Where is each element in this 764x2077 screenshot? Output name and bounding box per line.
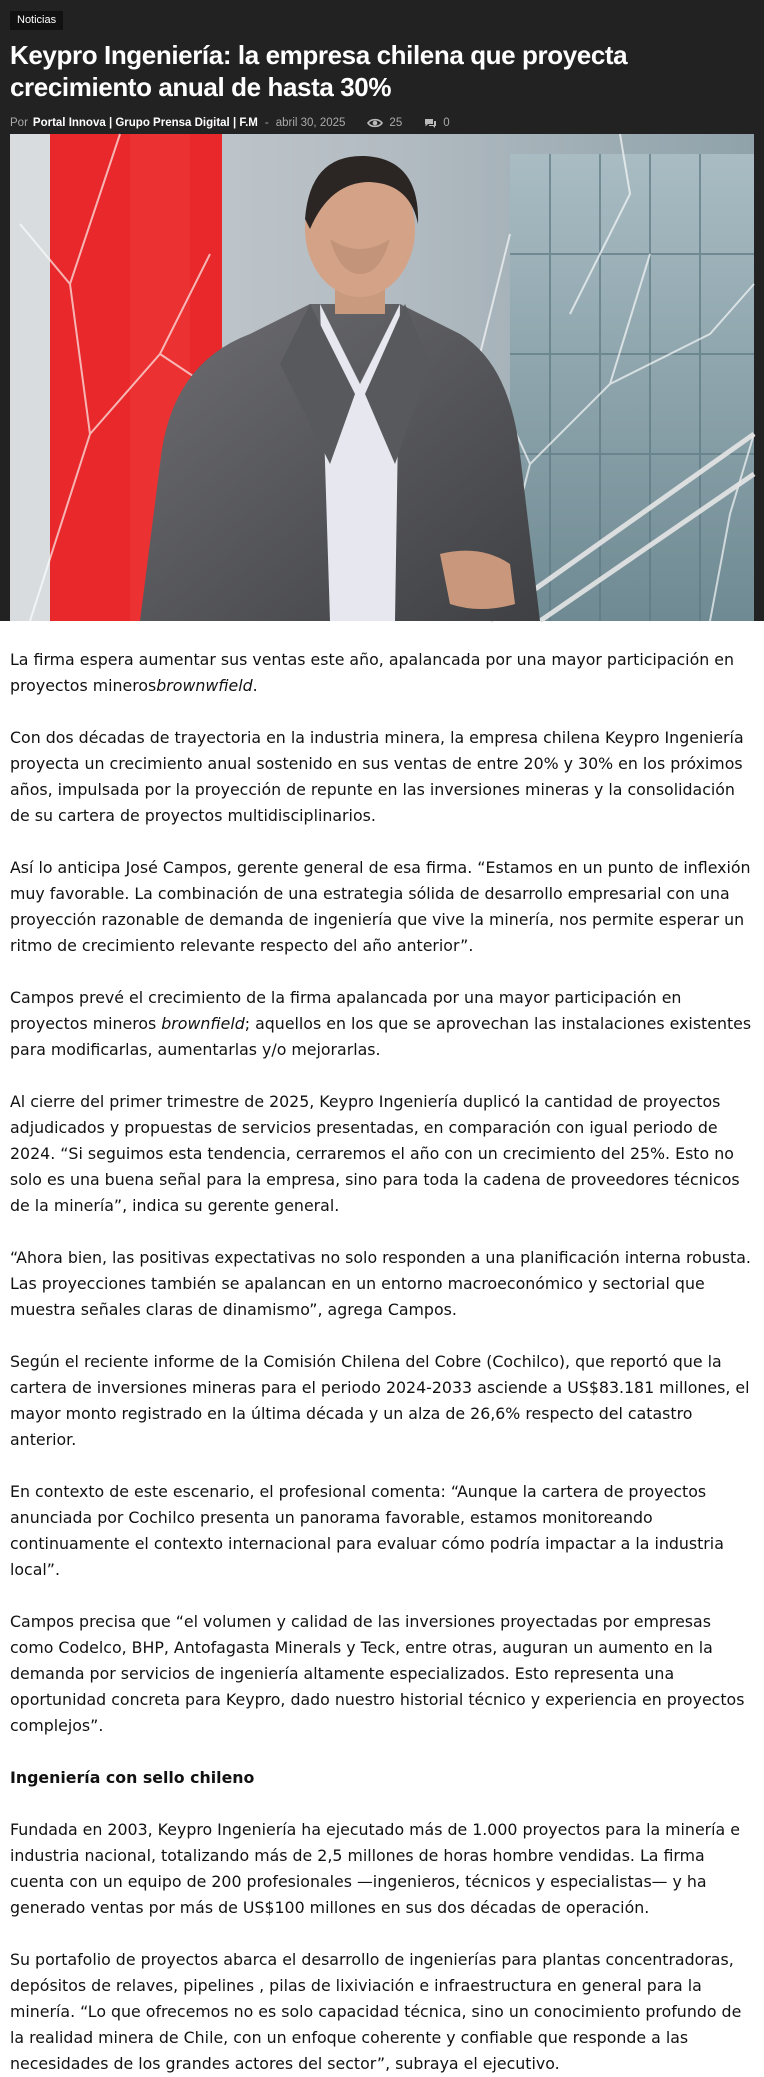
paragraph-9: Campos precisa que “el volumen y calidad de las inversiones proyectadas por empresas como Codelco, BHP, Antofagasta Minerals y Teck, entre otras, auguran un aumento en la demanda por servicios de ingeniería altamente especializados. Esto representa una oportunidad concreta para Keypro, dado nuestro historial técnico y experiencia en proyectos complejos”. bbox=[10, 1612, 745, 1735]
meta-separator: - bbox=[264, 117, 269, 130]
paragraph-2: Con dos décadas de trayectoria en la industria minera, la empresa chilena Keypro Ingeniería proyecta un crecimiento anual sostenido en sus ventas de entre 20% y 30% en los próximos años, impulsada por la proyección de repunte en las inversiones mineras y la consolidación de su cartera de proyectos multidisciplinarios. bbox=[10, 728, 744, 825]
section-subheading: Ingeniería con sello chileno bbox=[10, 1768, 255, 1787]
publish-date: abril 30, 2025 bbox=[275, 117, 346, 130]
brownfield-emphasis: brownfield bbox=[161, 1014, 245, 1033]
paragraph-3: Así lo anticipa José Campos, gerente general de esa firma. “Estamos en un punto de inflexión muy favorable. La combinación de una estrategia sólida de desarrollo empresarial con una proyección razonable de demanda de ingeniería que vive la minería, nos permite esperar un ritmo de crecimiento relevante respecto del año anterior”. bbox=[10, 858, 751, 955]
paragraph-4: Campos prevé el crecimiento de la firma apalancada por una mayor participación en proyectos mineros brownfield; aquellos en los que se aprovechan las instalaciones existentes para modificarlas, aumentarlas y/o mejorarlas. bbox=[10, 988, 752, 1059]
portrait-photo bbox=[10, 134, 754, 621]
lead-emphasis: brownwfield bbox=[156, 676, 253, 695]
paragraph-7: Según el reciente informe de la Comisión Chilena del Cobre (Cochilco), que reportó que la cartera de inversiones mineras para el periodo 2024-2033 asciende a US$83.181 millones, el mayor monto registrado en la última década y un alza de 26,6% respecto del catastro anterior. bbox=[10, 1352, 750, 1449]
paragraph-5: Al cierre del primer trimestre de 2025, Keypro Ingeniería duplicó la cantidad de proyectos adjudicados y propuestas de servicios presentadas, en comparación con igual periodo de 2024. “Si seguimos esta tendencia, cerraremos el año con un crecimiento del 25%. Esto no solo es una buena señal para la empresa, sino para toda la cadena de proveedores técnicos de la minería”, indica su gerente general. bbox=[10, 1092, 740, 1215]
category-badge[interactable]: Noticias bbox=[10, 11, 63, 30]
article-title: Keypro Ingeniería: la empresa chilena que proyecta crecimiento anual de hasta 30% bbox=[10, 40, 628, 103]
lead-paragraph: La firma espera aumentar sus ventas este año, apalancada por una mayor participación en proyectos minerosbrownwfield. bbox=[10, 650, 734, 695]
paragraph-8: En contexto de este escenario, el profesional comenta: “Aunque la cartera de proyectos anunciada por Cochilco presenta un panorama favorable, estamos monitoreando continuamente el contexto internacional para evaluar cómo podría impactar a la industria local”. bbox=[10, 1482, 724, 1579]
by-label: Por bbox=[10, 117, 28, 130]
paragraph-10: Fundada en 2003, Keypro Ingeniería ha ejecutado más de 1.000 proyectos para la minería e industria nacional, totalizando más de 2,5 millones de horas hombre vendidas. La firma cuenta con un equipo de 200 profesionales —ingenieros, técnicos y especialistas— y ha generado ventas por más de US$100 millones en sus dos décadas de operación. bbox=[10, 1820, 740, 1917]
article-header bbox=[0, 0, 764, 621]
article-meta bbox=[10, 115, 754, 131]
author-link[interactable]: Portal Innova | Grupo Prensa Digital | F.M bbox=[32, 117, 258, 130]
paragraph-11: Su portafolio de proyectos abarca el desarrollo de ingenierías para plantas concentradoras, depósitos de relaves, pipelines , pilas de lixiviación e infraestructura en general para la minería. “Lo que ofrecemos no es solo capacidad técnica, sino un conocimiento profundo de la realidad minera de Chile, con un enfoque coherente y confiable que responde a las necesidades de los grandes actores del sector”, subraya el ejecutivo. bbox=[10, 1950, 742, 2073]
views-count: 25 bbox=[389, 117, 403, 130]
comments-count[interactable]: 0 bbox=[443, 117, 450, 130]
eye-icon bbox=[367, 118, 383, 128]
hero-image bbox=[10, 134, 754, 621]
paragraph-6: “Ahora bien, las positivas expectativas no solo responden a una planificación interna robusta. Las proyecciones también se apalancan en un entorno macroeconómico y sectorial que muestra señales claras de dinamismo”, agrega Campos. bbox=[10, 1248, 751, 1319]
comment-bubble-icon[interactable] bbox=[424, 118, 437, 129]
article-body bbox=[0, 621, 764, 2077]
